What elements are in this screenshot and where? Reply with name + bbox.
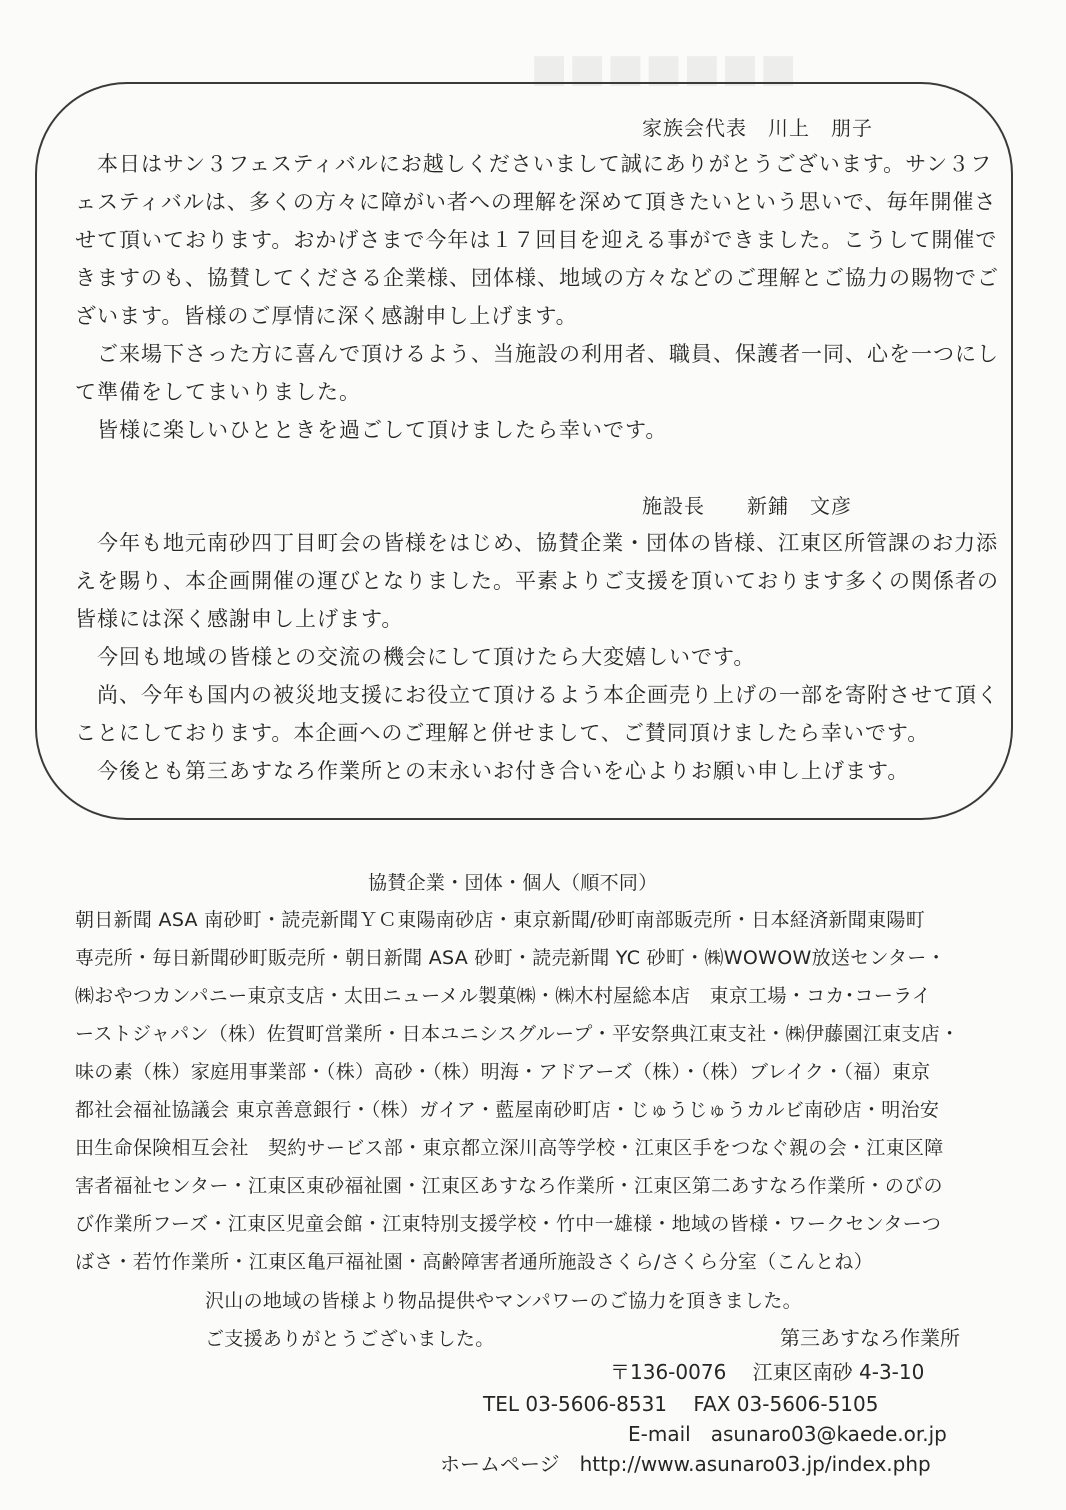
organization-name: 第三あすなろ作業所 [780,1326,960,1350]
sponsor-line: 都社会福祉協議会 東京善意銀行・（株）ガイア・藍屋南砂町店・じゅうじゅうカルビ南砂店・明治安 [75,1099,940,1121]
sponsor-line: び作業所フーズ・江東区児童会館・江東特別支援学校・竹中一雄様・地域の皆様・ワークセンターつ [75,1213,942,1235]
representative-signature: 家族会代表 川上 朋子 [642,116,873,140]
sponsor-line: 味の素（株）家庭用事業部・（株）高砂・（株）明海・アドアーズ（株）・（株）ブレイク・（福）東京 [75,1061,931,1083]
message-line: せて頂いております。おかげさまで今年は１７回目を迎える事ができました。こうして開催で [75,228,998,252]
sponsor-line: 田生命保険相互会社 契約サービス部・東京都立深川高等学校・江東区手をつなぐ親の会・江東区障 [75,1137,944,1159]
show-through-bleed: ◼◼◼◼◼◼◼ [530,40,798,94]
message-line: 尚、今年も国内の被災地支援にお役立て頂けるよう本企画売り上げの一部を寄附させて頂く [75,683,999,707]
message-line: て準備をしてまいりました。 [75,380,361,404]
thanks-line: 沢山の地域の皆様より物品提供やマンパワーのご協力を頂きました。 [205,1290,802,1312]
sponsor-line: 専売所・毎日新聞砂町販売所・朝日新聞 ASA 砂町・読売新聞 YC 砂町・㈱WOWOW放送センター・ [75,947,946,969]
message-line: えを賜り、本企画開催の運びとなりました。平素よりご支援を頂いております多くの関係者の [75,569,999,593]
postal-address: 〒136-0076 江東区南砂 4-3-10 [610,1360,925,1384]
message-line: 本日はサン３フェスティバルにお越しくださいまして誠にありがとうございます。サン３フ [75,152,993,176]
message-line: 皆様には深く感謝申し上げます。 [75,607,404,631]
message-line: 今後とも第三あすなろ作業所との末永いお付き合いを心よりお願い申し上げます。 [75,759,910,783]
thanks-line: ご支援ありがとうございました。 [205,1328,495,1350]
email[interactable]: E-mail asunaro03@kaede.or.jp [628,1422,947,1446]
message-line: ことにしております。本企画へのご理解と併せまして、ご賛同頂けましたら幸いです。 [75,721,930,745]
sponsors-heading: 協賛企業・団体・個人（順不同） [368,872,658,894]
sponsor-line: ーストジャパン（株）佐賀町営業所・日本ユニシスグループ・平安祭典江東支社・㈱伊藤園江東支店・ [75,1023,960,1045]
message-line: ェスティバルは、多くの方々に障がい者への理解を深めて頂きたいという思いで、毎年開催さ [75,190,997,214]
message-line: 今回も地域の皆様との交流の機会にして頂けたら大変嬉しいです。 [75,645,756,669]
sponsor-line: ㈱おやつカンパニー東京支店・太田ニューメル製菓㈱・㈱木村屋総本店 東京工場・コカ･コーライ [75,985,932,1007]
message-line: 皆様に楽しいひとときを過ごして頂けましたら幸いです。 [75,418,668,442]
tel-fax: TEL 03-5606-8531 FAX 03-5606-5105 [483,1392,879,1416]
message-line: 今年も地元南砂四丁目町会の皆様をはじめ、協賛企業・団体の皆様、江東区所管課のお力添 [75,531,999,555]
homepage-url[interactable]: ホームページ http://www.asunaro03.jp/index.php [440,1452,931,1476]
message-line: きますのも、協賛してくださる企業様、団体様、地域の方々などのご理解とご協力の賜物でご [75,266,999,290]
sponsor-line: ばさ・若竹作業所・江東区亀戸福祉園・高齢障害者通所施設さくら/さくら分室（こんとね） [75,1251,874,1273]
sponsor-line: 害者福祉センター・江東区東砂福祉園・江東区あすなろ作業所・江東区第二あすなろ作業所・のびの [75,1175,943,1197]
sponsor-line: 朝日新聞 ASA 南砂町・読売新聞ＹＣ東陽南砂店・東京新聞/砂町南部販売所・日本経済新聞東陽町 [75,909,925,931]
message-line: ざいます。皆様のご厚情に深く感謝申し上げます。 [75,304,578,328]
director-signature: 施設長 新鋪 文彦 [642,494,852,518]
message-line: ご来場下さった方に喜んで頂けるよう、当施設の利用者、職員、保護者一同、心を一つにし [75,342,999,366]
